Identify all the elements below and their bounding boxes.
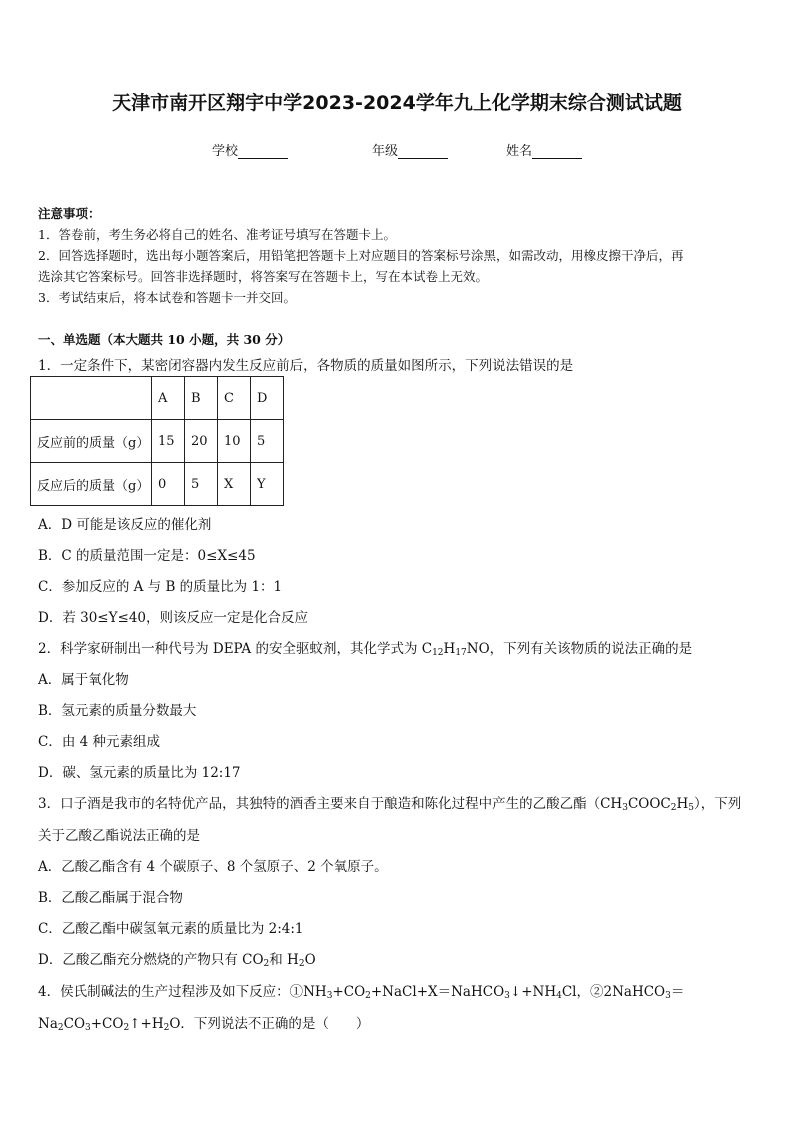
q4-stem-part: CO [63,1016,86,1032]
q1-mass-table [30,376,284,506]
q2-subscript: 17 [455,648,467,658]
table-cell: 反应前的质量（g） [31,420,152,463]
table-cell [31,377,152,420]
name-blank [532,144,582,159]
q4-stem-part: ↑+H [129,1016,164,1032]
q3-option-d [38,948,316,968]
q2-stem-part: 2．科学家研制出一种代号为 DEPA 的安全驱蚊剂，其化学式为 C [38,641,433,657]
q2-stem-part: NO，下列有关该物质的说法正确的是 [466,641,693,657]
name-label: 姓名 [506,144,533,159]
q3-stem-line2: 关于乙酸乙酯说法正确的是 [38,828,200,844]
table-cell: 0 [152,463,185,506]
q4-subscript: 3 [504,991,510,1001]
q3-option-a: A．乙酸乙酯含有 4 个碳原子、8 个氢原子、2 个氧原子。 [38,859,388,875]
table-cell: D [251,377,284,420]
table-row [31,377,284,420]
q2-option-c: C．由 4 种元素组成 [38,734,161,750]
q2-option-a: A．属于氧化物 [38,672,129,688]
q3-subscript: 3 [622,803,628,813]
notice-item-2: 2．回答选择题时，选出每小题答案后，用铅笔把答题卡上对应题目的答案标号涂黑，如需改动，用橡皮擦干净后，再 [38,248,684,263]
q1-option-b: B．C 的质量范围一定是：0≤X≤45 [38,548,256,564]
table-cell: Y [251,463,284,506]
table-cell: 10 [218,420,251,463]
q1-option-d: D．若 30≤Y≤40，则该反应一定是化合反应 [38,610,309,626]
q4-subscript: 2 [123,1023,130,1033]
q1-stem: 1．一定条件下，某密闭容器内发生反应前后，各物质的质量如图所示，下列说法错误的是 [38,358,574,374]
q2-option-d: D．碳、氢元素的质量比为 12:17 [38,765,241,781]
q4-stem-line2 [38,1012,369,1032]
q4-subscript: 3 [85,1023,91,1033]
q3-option-part: D．乙酸乙酯充分燃烧的产物只有 CO [38,952,264,968]
q4-subscript: 2 [57,1023,64,1033]
q3-stem-part: COOC [627,796,671,812]
table-cell: A [152,377,185,420]
school-field [212,140,288,159]
notice-heading: 注意事项： [38,206,101,221]
q4-stem-part: ↓+NH [509,984,557,1000]
table-cell: B [185,377,218,420]
q3-stem-part: ），下列 [693,796,742,812]
q3-stem-line1 [38,792,741,812]
notice-item-1: 1．答卷前，考生务必将自己的姓名、准考证号填写在答题卡上。 [38,227,396,242]
q4-subscript: 2 [163,1023,170,1033]
table-cell: 5 [185,463,218,506]
q4-stem-part: Cl，②2NaHCO [561,984,666,1000]
notice-item-3: 3．考试结束后，将本试卷和答题卡一并交回。 [38,290,296,305]
q4-stem-part: 4．侯氏制碱法的生产过程涉及如下反应：①NH [38,984,327,1000]
grade-blank [398,144,448,159]
table-row [31,463,284,506]
q4-stem-part: +CO [332,984,366,1000]
q4-stem-line1 [38,980,684,1000]
table-cell: 反应后的质量（g） [31,463,152,506]
table-cell: 20 [185,420,218,463]
q2-stem [38,637,692,657]
q4-subscript: 3 [326,991,333,1001]
q4-stem-part: Na [38,1016,58,1032]
q4-subscript: 3 [665,991,671,1001]
section-heading: 一、单选题（本大题共 10 小题，共 30 分） [38,332,291,347]
notice-item-2-cont: 选涂其它答案标号。回答非选择题时，将答案写在答题卡上，写在本试卷上无效。 [38,269,489,284]
school-blank [238,144,288,159]
q1-option-c: C．参加反应的 A 与 B 的质量比为 1：1 [38,579,283,595]
q3-option-b: B．乙酸乙酯属于混合物 [38,890,183,906]
grade-field [372,140,448,159]
q3-stem-part: 3．口子酒是我市的名特优产品，其独特的酒香主要来自于酿造和陈化过程中产生的乙酸乙酯（CH [38,796,623,812]
page-title: 天津市南开区翔宇中学2023-2024学年九上化学期末综合测试试题 [112,92,682,114]
q4-stem-part: +CO [90,1016,124,1032]
table-cell: C [218,377,251,420]
q3-subscript: 2 [263,959,270,969]
table-cell: X [218,463,251,506]
name-field [506,140,582,159]
table-cell: 5 [251,420,284,463]
q3-option-part: O [304,952,316,968]
school-label: 学校 [212,144,239,159]
q2-option-b: B．氢元素的质量分数最大 [38,703,197,719]
q2-subscript: 12 [432,648,444,658]
q1-option-a: A．D 可能是该反应的催化剂 [38,517,212,533]
q3-option-part: 和 H [269,952,299,968]
q3-subscript: 2 [298,959,305,969]
q4-stem-part: O．下列说法不正确的是（ ） [169,1016,370,1032]
q4-stem-part: ＝ [670,984,685,1000]
q4-subscript: 2 [365,991,371,1001]
table-row [31,420,284,463]
q3-subscript: 2 [670,803,677,813]
q2-stem-part: H [443,641,456,657]
q3-option-c: C．乙酸乙酯中碳氢氧元素的质量比为 2:4:1 [38,921,304,937]
q3-subscript: 5 [688,803,694,813]
table-cell: 15 [152,420,185,463]
q4-subscript: 4 [556,991,562,1001]
grade-label: 年级 [372,144,399,159]
q4-stem-part: +NaCl+X＝NaHCO [370,984,505,1000]
q3-stem-part: H [676,796,689,812]
